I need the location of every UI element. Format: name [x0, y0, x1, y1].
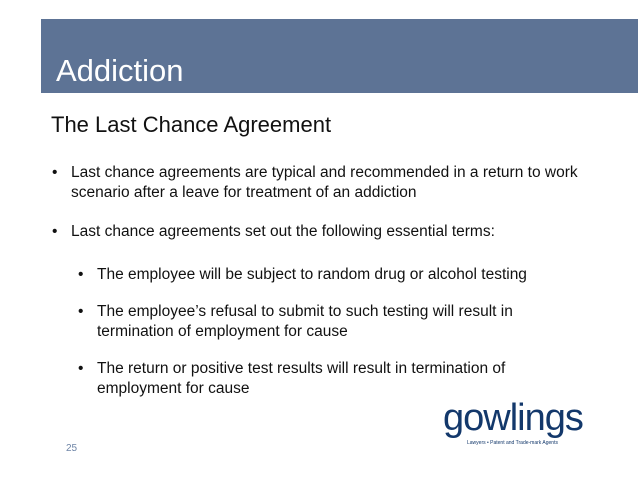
page-number: 25	[66, 443, 78, 454]
sub-bullet-text: The return or positive test results will result in termination of employment for cause	[97, 360, 506, 397]
logo-wordmark: gowlings	[443, 397, 583, 439]
sub-bullet-text: The employee will be subject to random drug or alcohol testing	[97, 266, 527, 283]
bullet-text: Last chance agreements are typical and recommended in a return to work scenario after a leave for treatment of an addiction	[71, 164, 578, 201]
bullet-symbol: •	[78, 360, 84, 377]
bullet-item	[52, 163, 592, 203]
slide-content	[52, 163, 592, 416]
sub-bullet-item	[52, 359, 592, 399]
bullet-item	[52, 222, 592, 242]
logo-tagline: Lawyers • Patent and Trade-mark Agents	[467, 440, 558, 446]
bullet-text: Last chance agreements set out the following essential terms:	[71, 223, 495, 240]
bullet-symbol: •	[52, 223, 58, 240]
bullet-symbol: •	[52, 164, 58, 181]
gowlings-logo	[443, 399, 585, 449]
title-bar	[41, 19, 638, 93]
bullet-symbol: •	[78, 303, 84, 320]
sub-bullet-item	[52, 265, 592, 285]
sub-bullet-item	[52, 302, 592, 342]
sub-bullet-text: The employee’s refusal to submit to such testing will result in termination of employment for cause	[97, 303, 513, 340]
slide-title: Addiction	[56, 53, 184, 88]
bullet-symbol: •	[78, 266, 84, 283]
slide-subtitle: The Last Chance Agreement	[51, 112, 332, 137]
